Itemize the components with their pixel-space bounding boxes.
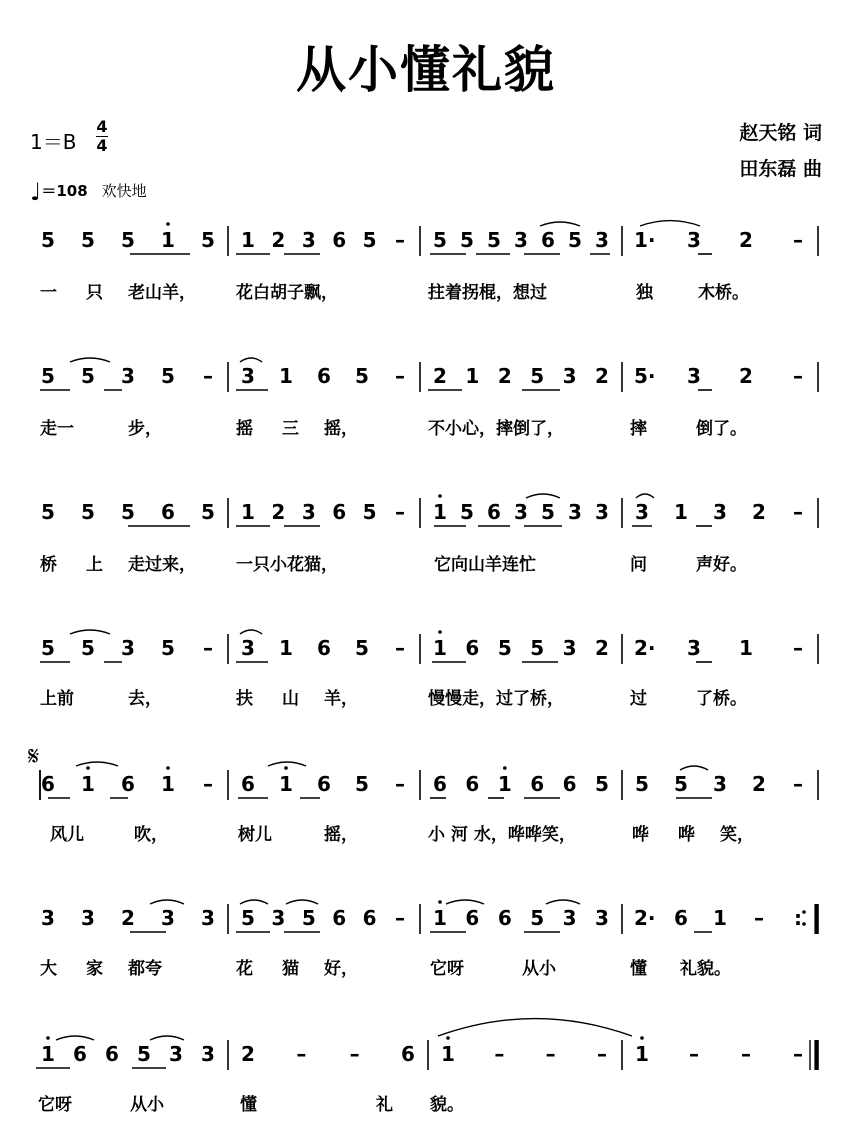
lyric-syllable: 老山羊，: [128, 283, 196, 303]
note: 1: [241, 500, 255, 524]
note: 1·: [634, 228, 656, 252]
high-octave-dot: [284, 766, 288, 770]
note: 1: [161, 228, 175, 252]
slur-arc: [546, 900, 580, 904]
note: 5: [41, 500, 55, 524]
note: –: [395, 636, 405, 660]
note: 3: [514, 228, 528, 252]
note: –: [793, 228, 803, 252]
slur-arc: [240, 900, 268, 904]
lyric-syllable: 了桥。: [696, 689, 747, 709]
note: –: [793, 772, 803, 796]
note: 6: [161, 500, 175, 524]
note: 6: [41, 772, 55, 796]
note: 6: [241, 772, 255, 796]
note: 5: [241, 906, 255, 930]
composer-credit: 田东磊 曲: [739, 158, 822, 180]
lyric-syllable: 懂: [630, 959, 647, 979]
note: 5: [362, 500, 377, 524]
note: 5: [81, 364, 95, 388]
time-signature: [96, 118, 108, 155]
note: 5: [41, 636, 55, 660]
slur-arc: [636, 494, 654, 498]
note: 3: [241, 636, 255, 660]
note: 1: [465, 364, 480, 388]
lyric-syllable: 扶: [236, 689, 253, 709]
lyric-syllable: 猫: [282, 959, 299, 979]
note: –: [349, 1042, 360, 1066]
lyric-syllable: 走过来，: [128, 555, 196, 575]
slur-arc: [680, 766, 708, 770]
note: 5: [460, 500, 474, 524]
song-title: 从小懂礼貌: [296, 41, 556, 99]
note: 3: [41, 906, 55, 930]
note: 6: [317, 772, 331, 796]
note: 5·: [634, 364, 656, 388]
note: 1: [433, 500, 447, 524]
lyric-syllable: 摇，: [324, 825, 358, 845]
note: 5: [362, 228, 377, 252]
slur-arc: [526, 494, 560, 498]
lyric-syllable: 从小: [522, 959, 556, 979]
note: 3: [514, 500, 528, 524]
note: 3: [121, 636, 135, 660]
note: –: [689, 1042, 699, 1066]
note: 3: [562, 364, 577, 388]
note: 2: [433, 364, 447, 388]
lyric-syllable: 只: [86, 283, 103, 303]
lyric-syllable: 貌。: [430, 1095, 464, 1115]
note: –: [793, 1042, 803, 1066]
note: 5: [355, 364, 369, 388]
lyric-syllable: 家: [86, 959, 103, 979]
high-octave-dot: [640, 1036, 644, 1040]
note: 6: [674, 906, 688, 930]
note: –: [203, 364, 213, 388]
note: 3: [595, 906, 609, 930]
high-octave-dot: [503, 766, 507, 770]
note: 3: [595, 228, 609, 252]
lyric-syllable: 木桥。: [698, 283, 749, 303]
note: 5: [497, 636, 512, 660]
quarter-note-icon: ♩: [30, 178, 42, 206]
note: –: [793, 500, 803, 524]
lyric-syllable: 树儿: [238, 825, 272, 845]
lyric-syllable: 吹，: [134, 825, 168, 845]
note: 1: [279, 364, 293, 388]
note: 5: [41, 364, 55, 388]
note: 2: [595, 364, 609, 388]
note: 3: [687, 228, 701, 252]
note: 3: [562, 636, 577, 660]
note: 1: [81, 772, 95, 796]
lyric-syllable: 哗: [678, 825, 695, 845]
note: 5: [201, 228, 215, 252]
note: 3: [169, 1042, 183, 1066]
note: 5: [568, 228, 582, 252]
high-octave-dot: [86, 766, 90, 770]
note: 5: [121, 500, 135, 524]
lyric-syllable: 上: [86, 555, 103, 575]
lyric-syllable: 去，: [128, 689, 162, 709]
high-octave-dot: [166, 222, 170, 226]
note: 6: [317, 364, 331, 388]
key-signature: 1＝B: [30, 130, 77, 154]
note: 3: [713, 500, 727, 524]
slur-arc: [76, 762, 118, 766]
note: 1: [41, 1042, 55, 1066]
note: –: [395, 772, 405, 796]
note: –: [203, 772, 213, 796]
note: 6: [465, 636, 480, 660]
high-octave-dot: [438, 494, 442, 498]
note: 2: [271, 500, 286, 524]
slur-arc: [540, 222, 580, 226]
lyric-syllable: 笑，: [720, 825, 754, 845]
note: 2: [752, 500, 766, 524]
tempo-marking: [30, 174, 147, 206]
note: 5: [81, 500, 95, 524]
note: 5: [301, 906, 316, 930]
slur-arc: [240, 630, 262, 634]
note: 3: [81, 906, 95, 930]
note: 2: [497, 364, 512, 388]
note: 6: [497, 906, 512, 930]
lyric-syllable: 独: [636, 283, 653, 303]
lyric-syllable: 桥: [40, 555, 57, 575]
note: –: [395, 906, 405, 930]
note: 5: [201, 500, 215, 524]
lyric-syllable: 它呀: [430, 959, 464, 979]
note: 5: [121, 228, 135, 252]
note: –: [395, 500, 405, 524]
note: 5: [355, 772, 369, 796]
note: 3: [687, 636, 701, 660]
note: 1: [433, 906, 447, 930]
lyric-syllable: 风儿: [50, 825, 84, 845]
note: 5: [530, 906, 545, 930]
lyric-syllable: 一只小花猫，: [236, 555, 338, 575]
note: 5: [487, 228, 501, 252]
lyric-syllable: 花白胡子飘，: [236, 283, 338, 303]
lyric-syllable: 从小: [130, 1095, 164, 1115]
lyric-syllable: 都夸: [128, 959, 162, 979]
slur-arc: [240, 358, 262, 362]
note: 2: [121, 906, 135, 930]
note: :: [794, 906, 802, 930]
high-octave-dot: [46, 1036, 50, 1040]
lyric-syllable: 摇，: [324, 419, 358, 439]
tie-arc: [438, 1019, 632, 1036]
note: 6: [562, 772, 577, 796]
tie-arc: [640, 221, 700, 226]
lyric-syllable: 山: [282, 689, 299, 709]
note: 3: [713, 772, 727, 796]
note: 1: [241, 228, 255, 252]
note: 1: [497, 772, 512, 796]
note: 5: [161, 364, 175, 388]
time-signature-top: 4: [96, 117, 108, 136]
lyric-syllable: 走一: [40, 419, 74, 439]
slur-arc: [268, 762, 306, 766]
note: 6: [121, 772, 135, 796]
lyric-syllable: 拄着拐棍，想过: [428, 283, 547, 303]
lyric-syllable: 不小心，摔倒了，: [428, 419, 564, 439]
note: 6: [465, 772, 480, 796]
note: 3: [568, 500, 582, 524]
note: 1: [279, 636, 293, 660]
note: 6: [362, 906, 377, 930]
lyric-syllable: 摔: [630, 419, 647, 439]
note: 5: [433, 228, 447, 252]
note: –: [793, 636, 803, 660]
note: 1: [713, 906, 727, 930]
high-octave-dot: [438, 630, 442, 634]
high-octave-dot: [438, 900, 442, 904]
note: 6: [433, 772, 447, 796]
note: –: [494, 1042, 505, 1066]
note: 3: [301, 228, 316, 252]
time-signature-bottom: 4: [96, 136, 108, 155]
lyric-syllable: 声好。: [696, 555, 747, 575]
slur-arc: [70, 358, 110, 362]
lyric-syllable: 好，: [324, 959, 358, 979]
lyric-syllable: 过: [630, 689, 647, 709]
note: 5: [530, 636, 545, 660]
note: 3: [161, 906, 175, 930]
note: 6: [332, 228, 347, 252]
lyricist-credit: 赵天铭 词: [739, 122, 822, 144]
note: 5: [460, 228, 474, 252]
note: 5: [541, 500, 555, 524]
note: 5: [595, 772, 609, 796]
note: 5: [41, 228, 55, 252]
lyric-syllable: 懂: [240, 1095, 257, 1115]
lyric-syllable: 倒了。: [696, 419, 747, 439]
lyric-syllable: 哗: [632, 825, 649, 845]
note: 3: [595, 500, 609, 524]
note: 3: [562, 906, 577, 930]
note: –: [597, 1042, 607, 1066]
note: 5: [674, 772, 688, 796]
note: 2·: [634, 906, 656, 930]
note: 5: [137, 1042, 151, 1066]
tempo-expression: 欢快地: [101, 182, 147, 200]
lyric-syllable: 礼: [376, 1095, 393, 1115]
note: –: [741, 1042, 751, 1066]
note: 6: [332, 906, 347, 930]
note: 1: [674, 500, 688, 524]
lyric-syllable: 大: [40, 959, 57, 979]
note: 2: [752, 772, 766, 796]
note: 6: [73, 1042, 87, 1066]
note: –: [395, 228, 405, 252]
high-octave-dot: [166, 766, 170, 770]
note: 2·: [634, 636, 656, 660]
note: 5: [355, 636, 369, 660]
note: 5: [81, 228, 95, 252]
note: 2: [241, 1042, 255, 1066]
lyric-syllable: 一: [40, 283, 57, 303]
note: 5: [635, 772, 649, 796]
note: –: [754, 906, 764, 930]
high-octave-dot: [446, 1036, 450, 1040]
note: 6: [530, 772, 545, 796]
note: 5: [81, 636, 95, 660]
note: 6: [465, 906, 480, 930]
lyric-syllable: 慢慢走，过了桥，: [428, 689, 564, 709]
note: 1: [739, 636, 753, 660]
note: 3: [687, 364, 701, 388]
note: 6: [317, 636, 331, 660]
note: 5: [530, 364, 545, 388]
note: 3: [201, 906, 215, 930]
lyric-syllable: 小 河 水，哗哗笑，: [428, 825, 576, 845]
note: 6: [105, 1042, 119, 1066]
note: –: [395, 364, 405, 388]
note: 6: [332, 500, 347, 524]
slur-arc: [150, 900, 184, 904]
note: 3: [121, 364, 135, 388]
note: 5: [161, 636, 175, 660]
note: 2: [271, 228, 286, 252]
slur-arc: [446, 900, 484, 904]
lyric-syllable: 羊，: [324, 689, 358, 709]
note: 3: [635, 500, 649, 524]
note: 3: [301, 500, 316, 524]
lyric-syllable: 礼貌。: [680, 959, 731, 979]
segno-sign-icon: 𝄋: [28, 742, 40, 772]
note: 3: [241, 364, 255, 388]
lyric-syllable: 步，: [128, 419, 162, 439]
note: 2: [739, 228, 753, 252]
tempo-bpm: ＝108: [41, 182, 88, 200]
note: 1: [441, 1042, 455, 1066]
note: 1: [433, 636, 447, 660]
note: 1: [279, 772, 293, 796]
note: 3: [271, 906, 286, 930]
note: 6: [541, 228, 555, 252]
lyric-syllable: 它呀: [38, 1095, 72, 1115]
lyric-syllable: 摇: [236, 419, 253, 439]
note: 6: [487, 500, 501, 524]
slur-arc: [56, 1036, 94, 1040]
lyric-syllable: 花: [236, 959, 253, 979]
note: 1: [635, 1042, 649, 1066]
lyric-syllable: 三: [282, 419, 299, 439]
note: 3: [201, 1042, 215, 1066]
slur-arc: [70, 630, 110, 634]
note: 6: [401, 1042, 415, 1066]
note: 1: [161, 772, 175, 796]
note: –: [296, 1042, 307, 1066]
lyric-syllable: 问: [630, 555, 647, 575]
note: –: [793, 364, 803, 388]
note: 2: [595, 636, 609, 660]
lyric-syllable: 它向山羊连忙: [434, 555, 536, 575]
note: 2: [739, 364, 753, 388]
note: –: [203, 636, 213, 660]
slur-arc: [150, 1036, 184, 1040]
lyric-syllable: 上前: [40, 689, 74, 709]
note: –: [545, 1042, 556, 1066]
slur-arc: [286, 900, 318, 904]
